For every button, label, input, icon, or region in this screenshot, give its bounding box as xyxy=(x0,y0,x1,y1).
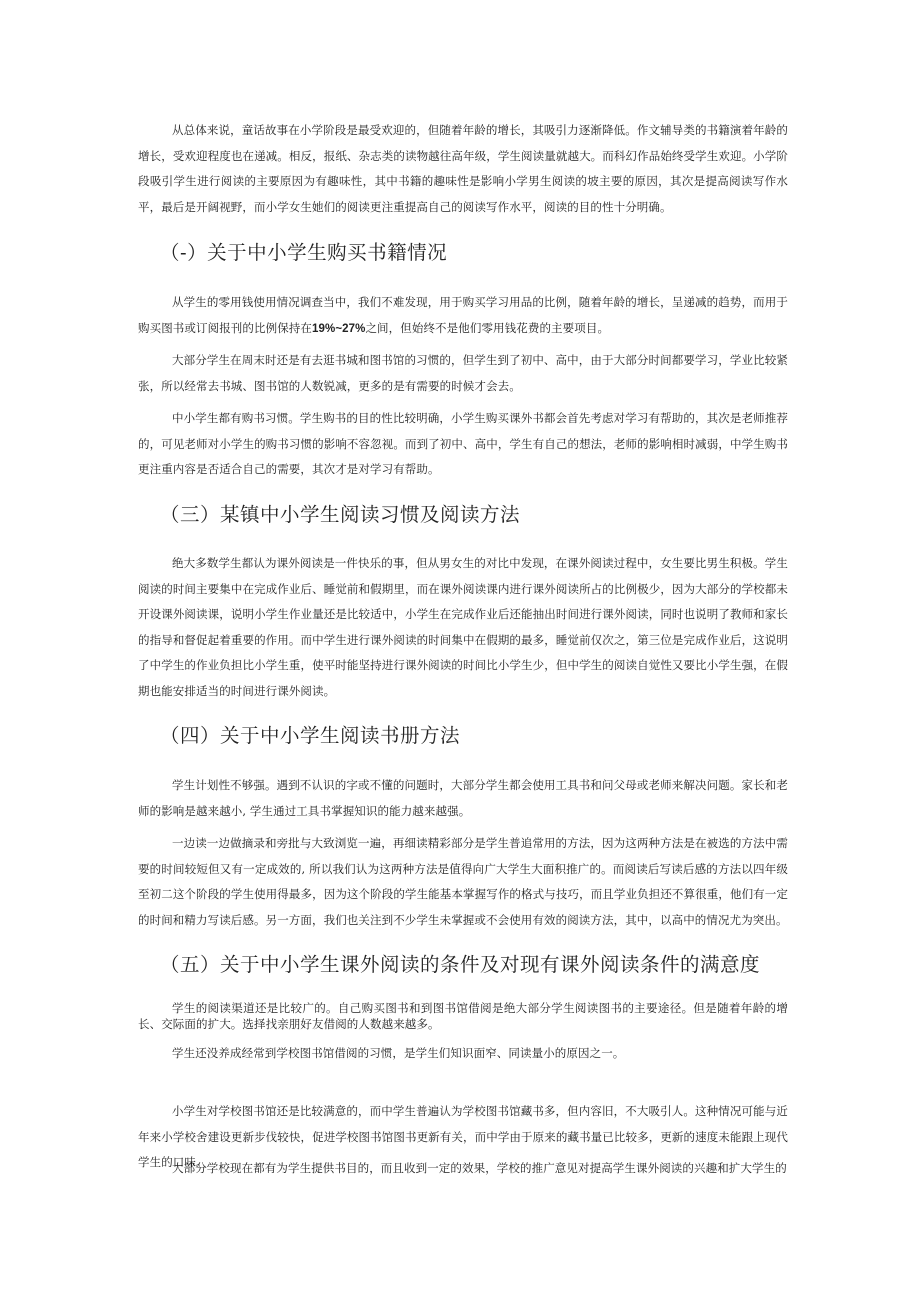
pocket-money-text-before: 从学生的零用钱使用情况调查当中，我们不难发现，用于购买学习用品的比例，随着年龄的增长，呈递减的趋势，而用于购买图书或订阅报刊的比例保持在 xyxy=(138,295,788,335)
paragraph-reading-time: 绝大多数学生都认为课外阅读是一件快乐的事，但从男女生的对比中发现，在课外阅读过程中，女生要比男生积极。学生阅读的时间主要集中在完成作业后、睡觉前和假期里，而在课外阅读课内进行课外阅读所占的比例极少，因为大部分的学校都未开设课外阅读课，说明小学生作业量还是比较适中，小学生在完成作业后还能抽出时间进行课外阅读，同时也说明了教师和家长的指导和督促起着重要的作用。而中学生进行课外阅读的时间集中在假期的最多，睡觉前仅次之，第三位是完成作业后，这说明了中学生的作业负担比小学生重，使平时能坚持进行课外阅读的时间比小学生少，但中学生的阅读自觉性又要比小学生强，在假期也能安排适当的时间进行课外阅读。 xyxy=(138,556,788,698)
percentage-range: 19%~27% xyxy=(312,322,366,335)
paragraph-reading-channels: 学生的阅读渠道还是比较广的。自己购买图书和到图书馆借阅是绝大部分学生阅读图书的主要途径。但是随着年龄的增长、交际面的扩大。选择找亲朋好友借阅的人数越来越多。 xyxy=(138,1001,788,1031)
paragraph-reading-techniques: 一边读一边做摘录和旁批与大致浏览一遍，再细读精彩部分是学生普追常用的方法，因为这两种方法是在被选的方法中需要的时间较短但又有一定成效的, 所以我们认为这两种方法是值得向广大学生大面积推广的。而阅读后写读后感的方法以四年级至初二这个阶段的学生使用得最多，因为这个阶段的学生能基本掌握写作的格式与技巧，而且学业负担还不算很重，他们有一定的时间和精力写读后感。另一方面，我们也关注到不少学生未掌握或不会使用有效的阅读方法，其中，以高中的情况尤为突出。 xyxy=(138,836,788,927)
section-heading-reading-habits: （三）某镇中小学生阅读习惯及阅读方法 xyxy=(160,503,521,526)
paragraph-booklists: 大部分学校现在都有为学生提供书目的，而且收到一定的效果，学校的推广意见对提高学生课外阅读的兴趣和扩大学生的 xyxy=(172,1161,787,1175)
pocket-money-text-after: 之间，但始终不是他们零用钱花费的主要项目。 xyxy=(365,320,610,335)
paragraph-library-satisfaction: 小学生对学校图书馆还是比较满意的，而中学生普遍认为学校图书馆藏书多，但内容旧，不大吸引人。这种情况可能与近年来小学校舍建设更新步伐较快，促进学校图书馆图书更新有关，而中学由于原来的藏书量已比较多，更新的速度未能跟上现代学生的口味。 xyxy=(138,1104,788,1169)
paragraph-reading-preferences: 从总体来说，童话故事在小学阶段是最受欢迎的，但随着年龄的增长，其吸引力逐渐降低。作文辅导类的书籍演着年龄的增长，受欢迎程度也在递减。相反，报纸、杂志类的读物越往高年级，学生阅读量就越大。而科幻作品始终受学生欢迎。小学阶段吸引学生进行阅读的主要原因为有趣味性，其中书籍的趣味性是影响小学男生阅读的坡主要的原因，其次是提高阅读写作水平，最后是开阔视野，而小学女生她们的阅读更注重提高自己的阅读写作水平，阅读的目的性十分明确。 xyxy=(138,123,788,214)
paragraph-buying-habits: 中小学生都有购书习惯。学生购书的目的性比较明确，小学生购买课外书都会首先考虑对学习有帮助的，其次是老师推荐的，可见老师对小学生的购书习惯的影响不容忽视。而到了初中、高中，学生有自己的想法，老师的影响相时减弱，中学生购书更注重内容是否适合自己的需要，其次才是对学习有帮助。 xyxy=(138,411,788,476)
paragraph-tool-books: 学生计划性不够强。遇到不认识的字或不懂的问题时，大部分学生都会使用工具书和问父母或老师来解决问题。家长和老师的影响是越来越小, 学生通过工具书掌握知识的能力越来越强。 xyxy=(138,778,788,818)
section-heading-reading-methods: （四）关于中小学生阅读书册方法 xyxy=(160,724,461,747)
section-heading-book-purchasing: （-）关于中小学生购买书籍情况 xyxy=(160,241,448,264)
paragraph-pocket-money xyxy=(138,290,788,342)
section-heading-reading-conditions: （五）关于中小学生课外阅读的条件及对现有课外阅读条件的满意度 xyxy=(160,953,761,976)
paragraph-library-habit: 学生还没养成经常到学校图书馆借阅的习惯，是学生们知识面窄、同读量小的原因之一。 xyxy=(172,1046,625,1060)
paragraph-bookstore-visits: 大部分学生在周末时还是有去逛书城和图书馆的习惯的，但学生到了初中、高中，由于大部分时间都要学习，学业比较紧张，所以经常去书城、图书馆的人数锐减，更多的是有需要的时候才会去。 xyxy=(138,353,788,393)
